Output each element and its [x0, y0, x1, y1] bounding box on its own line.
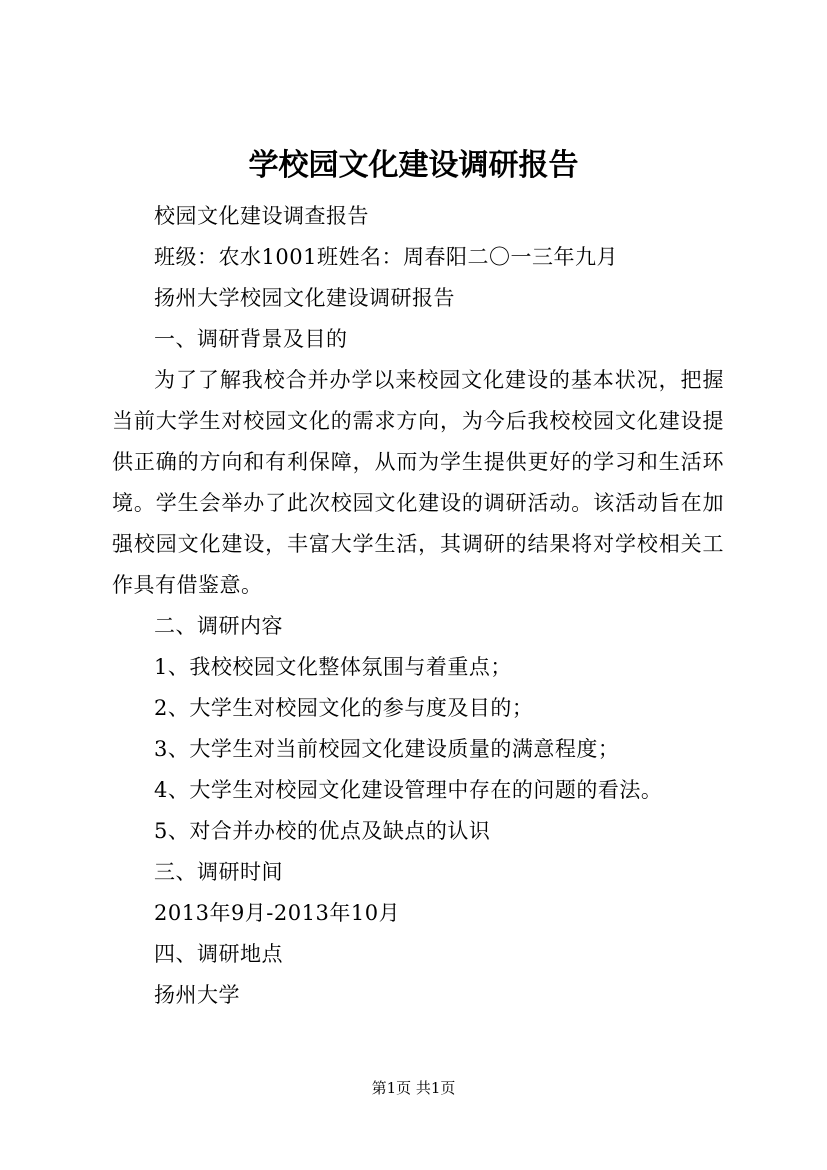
paragraph-location: 扬州大学 [154, 983, 240, 1007]
section-heading-location: 四、调研地点 [154, 942, 283, 966]
paragraph-time-range: 2013年9月-2013年10月 [154, 901, 401, 925]
content-item-2: 2、大学生对校园文化的参与度及目的； [154, 696, 534, 720]
document-body [112, 196, 724, 1016]
content-item-1: 1、我校校园文化整体氛围与着重点； [154, 655, 512, 679]
content-item-4: 4、大学生对校园文化建设管理中存在的问题的看法。 [154, 778, 663, 802]
section-heading-background: 一、调研背景及目的 [154, 327, 348, 351]
paragraph-class-info: 班级：农水1001班姓名：周春阳二〇一三年九月 [154, 245, 618, 269]
paragraph-background-text: 为了了解我校合并办学以来校园文化建设的基本状况，把握当前大学生对校园文化的需求方向，为今后我校校园文化建设提供正确的方向和有利保障，从而为学生提供更好的学习和生活环境。学生会举办了此次校园文化建设的调研活动。该活动旨在加强校园文化建设，丰富大学生活，其调研的结果将对学校相关工作具有借鉴意。 [112, 368, 724, 597]
document-title: 学校园文化建设调研报告 [248, 148, 579, 183]
paragraph-subtitle: 校园文化建设调查报告 [154, 204, 369, 228]
content-item-5: 5、对合并办校的优点及缺点的认识 [154, 819, 491, 843]
content-item-3: 3、大学生对当前校园文化建设质量的满意程度； [154, 737, 620, 761]
section-heading-content: 二、调研内容 [154, 614, 283, 638]
section-heading-time: 三、调研时间 [154, 860, 283, 884]
paragraph-report-name: 扬州大学校园文化建设调研报告 [154, 286, 455, 310]
page-footer: 第1页 共1页 [371, 1079, 456, 1097]
